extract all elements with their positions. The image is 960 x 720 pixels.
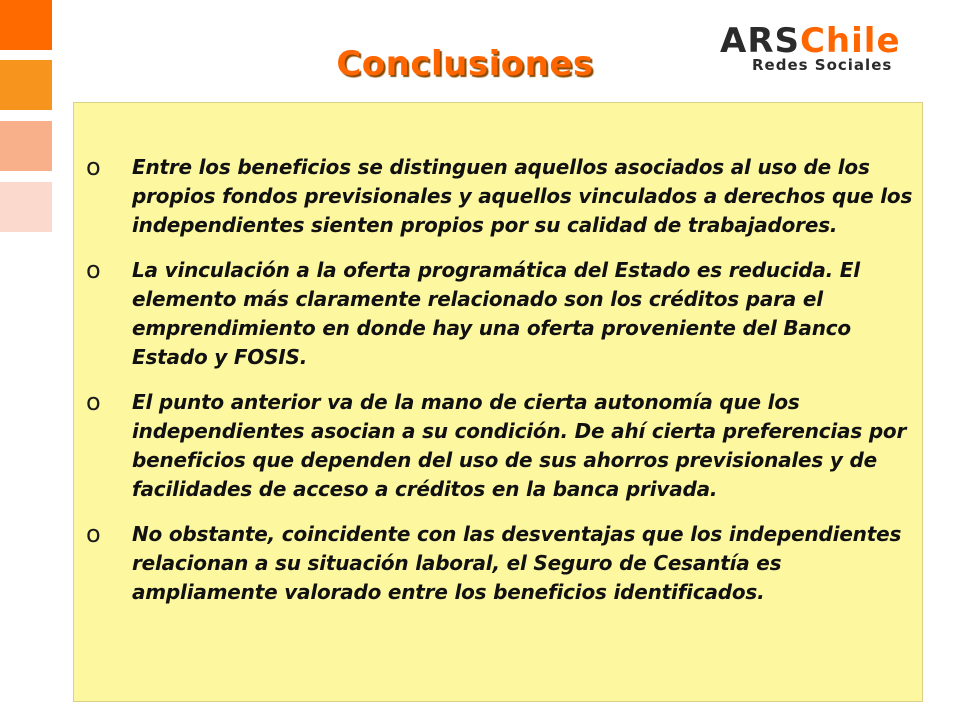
logo-wordmark bbox=[720, 22, 901, 60]
bullet-marker: o bbox=[86, 256, 101, 284]
logo-chile-text: Chile bbox=[799, 21, 901, 61]
bullet-text: El punto anterior va de la mano de cierta autonomía que los independientes asocian a su condición. De ahí cierta preferencias por beneficios que dependen del uso de sus ahorros previsionales y de facilidades de acceso a créditos en la banca privada. bbox=[132, 390, 907, 501]
bullet-marker: o bbox=[86, 388, 101, 416]
bullet-list bbox=[84, 153, 919, 623]
bullet-marker: o bbox=[86, 520, 101, 548]
bullet-text: La vinculación a la oferta programática del Estado es reducida. El elemento más claramente relacionado son los créditos para el emprendimiento en donde hay una oferta proveniente del Banco Estado y FOSIS. bbox=[132, 258, 860, 369]
conclusions-box bbox=[73, 102, 923, 702]
logo-subtitle: Redes Sociales bbox=[752, 56, 893, 74]
pale-peach-square bbox=[0, 182, 52, 232]
orange-square bbox=[0, 0, 52, 50]
logo-ars-text: ARS bbox=[720, 21, 800, 61]
bullet-item bbox=[84, 388, 919, 504]
bullet-marker: o bbox=[86, 153, 101, 181]
bullet-item bbox=[84, 520, 919, 607]
slide-title: Conclusiones bbox=[336, 44, 594, 84]
bullet-text: No obstante, coincidente con las desventajas que los independientes relacionan a su situación laboral, el Seguro de Cesantía es ampliamente valorado entre los beneficios identificados. bbox=[132, 522, 902, 604]
bullet-text: Entre los beneficios se distinguen aquellos asociados al uso de los propios fondos previsionales y aquellos vinculados a derechos que los independientes sienten propios por su calidad de trabajadores. bbox=[132, 155, 913, 237]
bullet-item bbox=[84, 256, 919, 372]
bullet-item bbox=[84, 153, 919, 240]
arschile-logo bbox=[720, 22, 930, 82]
peach-square bbox=[0, 121, 52, 171]
